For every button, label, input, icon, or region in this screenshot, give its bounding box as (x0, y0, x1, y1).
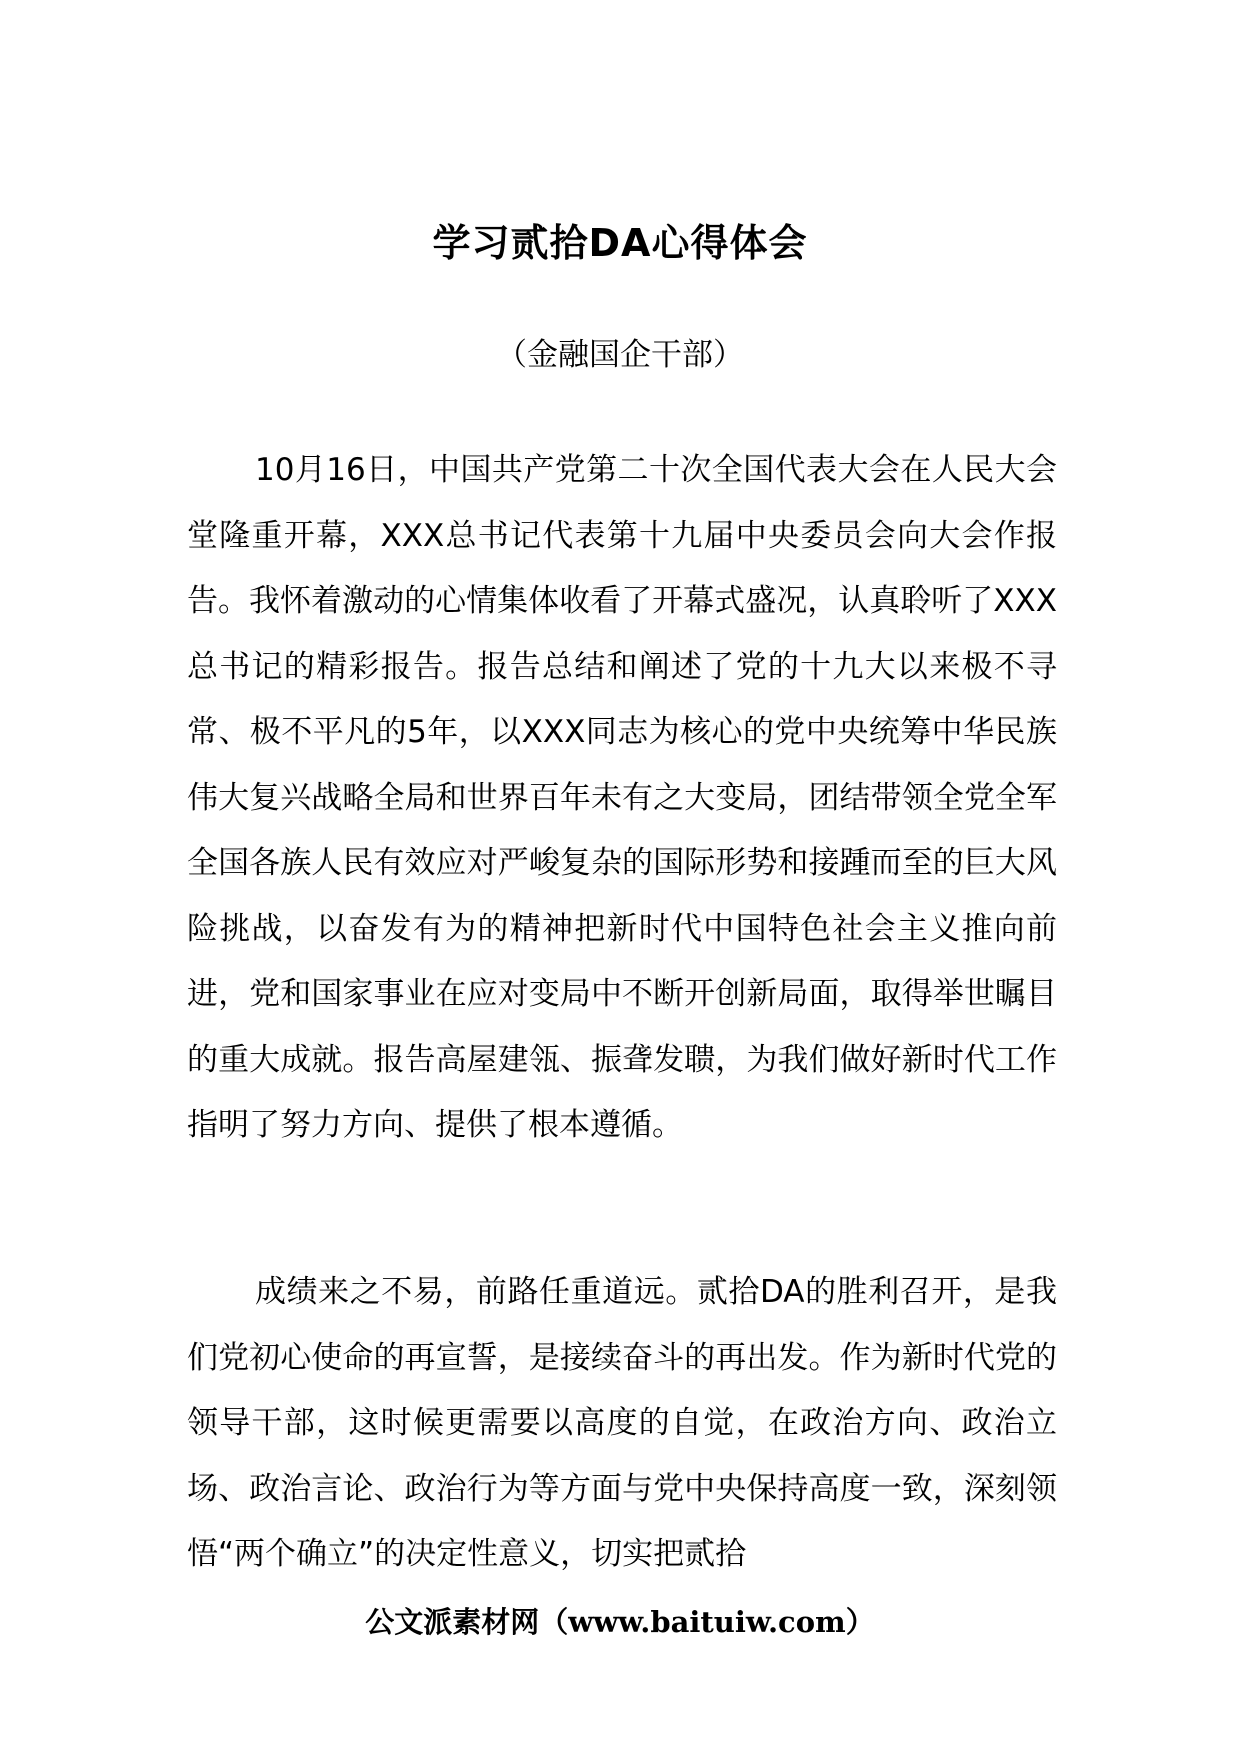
body-paragraph-2: 成绩来之不易，前路任重道远。贰拾DA的胜利召开，是我们党初心使命的再宣誓，是接续奋斗的再出发。作为新时代党的领导干部，这时候更需要以高度的自觉，在政治方向、政治立场、政治言论、政治行为等方面与党中央保持高度一致，深刻领悟“两个确立”的决定性意义，切实把贰拾 (187, 1274, 1057, 1572)
body-paragraph-1: 10月16日，中国共产党第二十次全国代表大会在人民大会堂隆重开幕，XXX总书记代表第十九届中央委员会向大会作报告。我怀着激动的心情集体收看了开幕式盛况，认真聆听了XXX总书记的精彩报告。报告总结和阐述了党的十九大以来极不寻常、极不平凡的5年，以XXX同志为核心的党中央统筹中华民族伟大复兴战略全局和世界百年未有之大变局，团结带领全党全军全国各族人民有效应对严峻复杂的国际形势和接踵而至的巨大风险挑战，以奋发有为的精神把新时代中国特色社会主义推向前进，党和国家事业在应对变局中不断开创新局面，取得举世瞩目的重大成就。报告高屋建瓴、振聋发聩，为我们做好新时代工作指明了努力方向、提供了根本遵循。 (187, 452, 1057, 1143)
footer-watermark: 公文派素材网（www.baituiw.com） (365, 1605, 875, 1639)
document-title: 学习贰拾DA心得体会 (432, 221, 808, 265)
document-subtitle: （金融国企干部） (496, 337, 744, 373)
